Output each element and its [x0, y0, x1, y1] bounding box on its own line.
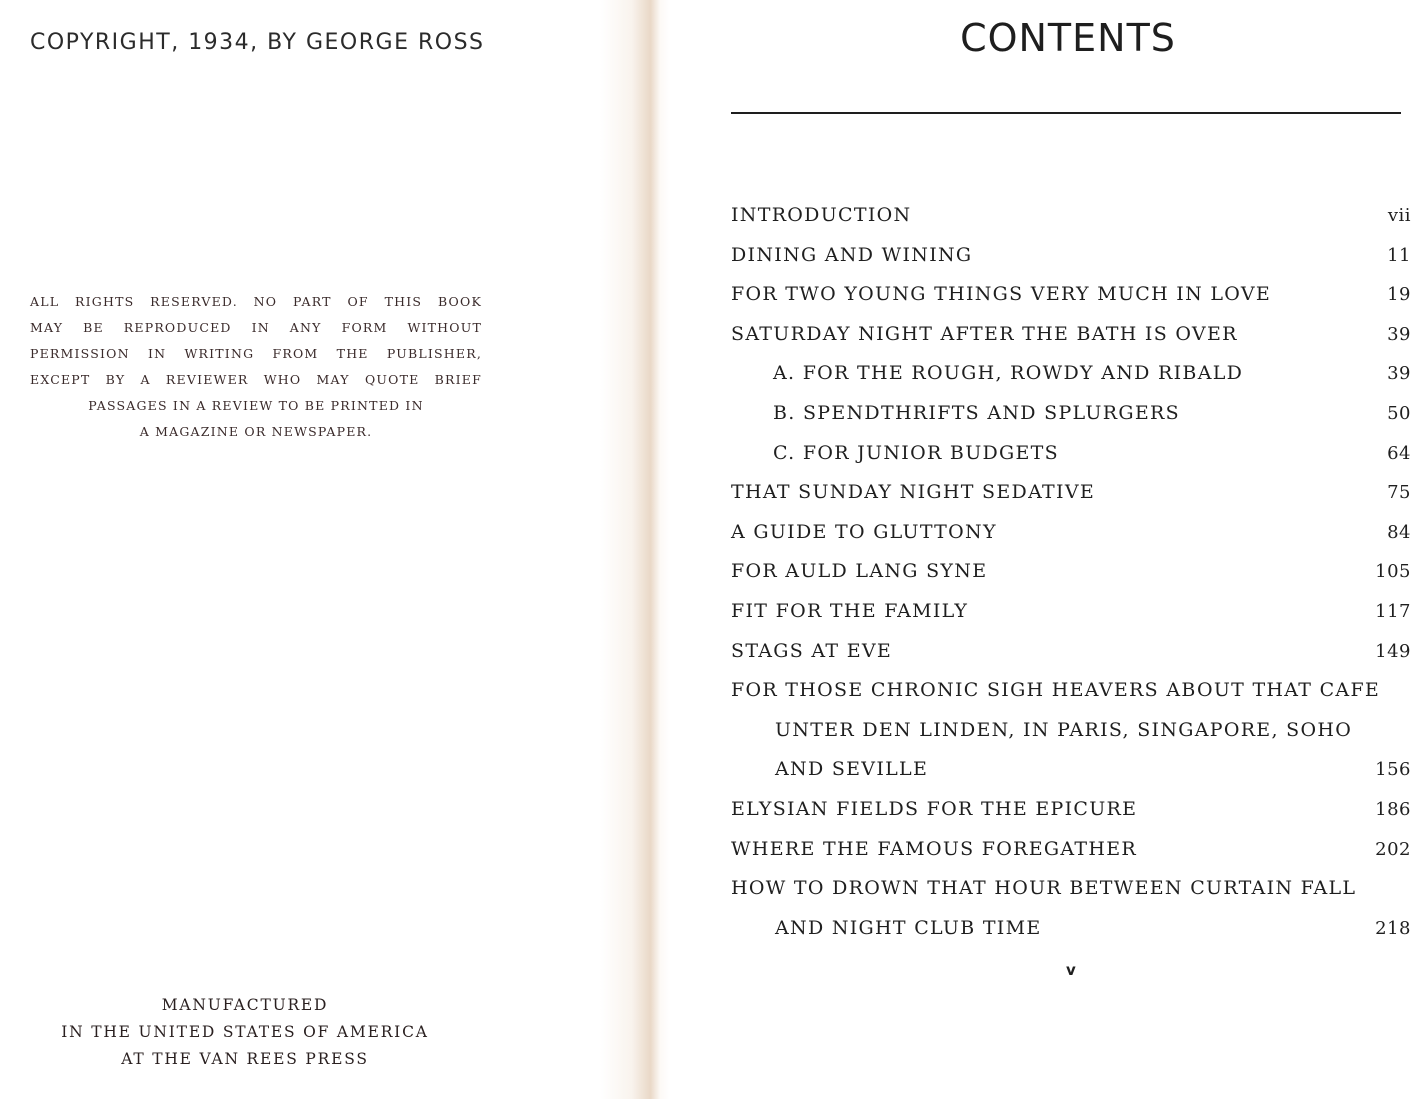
- toc-subentry: [731, 434, 1411, 474]
- imprint-line: MANUFACTURED: [161, 996, 329, 1014]
- rights-line: EXCEPT BY A REVIEWER WHO MAY QUOTE BRIEF: [30, 372, 482, 387]
- toc-entry-title: FOR AULD LANG SYNE: [731, 560, 988, 583]
- rights-line: ALL RIGHTS RESERVED. NO PART OF THIS BOOK: [30, 294, 482, 309]
- toc-entry: [731, 592, 1411, 632]
- toc-entry-title: UNTER DEN LINDEN, IN PARIS, SINGAPORE, SOHO: [775, 718, 1353, 741]
- toc-entry-continuation: [731, 711, 1411, 751]
- toc-entry-page: 186: [1375, 798, 1411, 820]
- toc-entry: [731, 196, 1411, 236]
- toc-entry-title: A. FOR THE ROUGH, ROWDY AND RIBALD: [773, 362, 1244, 385]
- table-of-contents: [731, 196, 1411, 948]
- toc-entry-page: 19: [1387, 284, 1411, 306]
- toc-entry-page: 75: [1387, 482, 1411, 504]
- rights-line: A MAGAZINE OR NEWSPAPER.: [139, 424, 373, 439]
- copyright-page: [0, 0, 660, 1099]
- toc-entry: [731, 869, 1411, 909]
- imprint-line: AT THE VAN REES PRESS: [121, 1050, 369, 1068]
- toc-entry-title: AND NIGHT CLUB TIME: [775, 916, 1042, 939]
- toc-entry: [731, 236, 1411, 276]
- toc-entry: [731, 671, 1411, 711]
- toc-entry-page: 149: [1375, 640, 1411, 662]
- toc-entry: [731, 552, 1411, 592]
- toc-entry-title: INTRODUCTION: [731, 204, 912, 226]
- toc-subentry: [731, 394, 1411, 434]
- toc-entry-title: FOR THOSE CHRONIC SIGH HEAVERS ABOUT THAT CAFE: [731, 679, 1381, 702]
- book-gutter: [600, 0, 670, 1099]
- toc-entry-continuation: [731, 909, 1411, 949]
- copyright-notice: COPYRIGHT, 1934, BY GEORGE ROSS: [30, 30, 485, 55]
- title-rule: [731, 112, 1401, 114]
- toc-entry-title: THAT SUNDAY NIGHT SEDATIVE: [731, 481, 1096, 504]
- toc-entry-page: 84: [1387, 521, 1411, 543]
- printer-imprint: [40, 992, 450, 1073]
- rights-line: PERMISSION IN WRITING FROM THE PUBLISHER,: [30, 346, 482, 361]
- toc-entry: [731, 315, 1411, 355]
- toc-entry-page: 105: [1375, 561, 1411, 583]
- toc-entry-page: 117: [1375, 600, 1411, 622]
- toc-entry-page: 50: [1387, 402, 1411, 424]
- toc-entry-title: C. FOR JUNIOR BUDGETS: [773, 441, 1059, 464]
- toc-entry-page: 202: [1375, 838, 1411, 860]
- toc-entry: [731, 513, 1411, 553]
- toc-entry-title: FOR TWO YOUNG THINGS VERY MUCH IN LOVE: [731, 283, 1272, 306]
- toc-entry: [731, 473, 1411, 513]
- toc-entry: [731, 830, 1411, 870]
- toc-entry: [731, 790, 1411, 830]
- toc-entry: [731, 275, 1411, 315]
- imprint-line: IN THE UNITED STATES OF AMERICA: [61, 1023, 429, 1041]
- toc-entry-title: SATURDAY NIGHT AFTER THE BATH IS OVER: [731, 322, 1238, 345]
- toc-subentry: [731, 354, 1411, 394]
- rights-line: MAY BE REPRODUCED IN ANY FORM WITHOUT: [30, 320, 482, 335]
- rights-reserved-notice: [30, 289, 482, 445]
- toc-entry-title: STAGS AT EVE: [731, 639, 893, 662]
- toc-entry-page: 64: [1387, 442, 1411, 464]
- toc-entry-title: DINING AND WINING: [731, 243, 973, 266]
- toc-entry-continuation: [731, 750, 1411, 790]
- toc-entry-page: 39: [1387, 363, 1411, 385]
- page-title: CONTENTS: [960, 16, 1176, 60]
- toc-entry-title: ELYSIAN FIELDS FOR THE EPICURE: [731, 797, 1138, 820]
- toc-entry-title: HOW TO DROWN THAT HOUR BETWEEN CURTAIN FALL: [731, 877, 1357, 900]
- toc-entry-title: AND SEVILLE: [775, 758, 929, 781]
- toc-entry-page: 218: [1375, 917, 1411, 939]
- rights-line: PASSAGES IN A REVIEW TO BE PRINTED IN: [88, 398, 424, 413]
- toc-entry-title: WHERE THE FAMOUS FOREGATHER: [731, 837, 1137, 860]
- toc-entry-title: FIT FOR THE FAMILY: [731, 599, 969, 622]
- toc-entry-title: B. SPENDTHRIFTS AND SPLURGERS: [773, 401, 1180, 424]
- toc-entry: [731, 632, 1411, 672]
- page-number: v: [1066, 961, 1076, 979]
- toc-entry-page: vii: [1387, 205, 1411, 226]
- toc-entry-page: 11: [1387, 244, 1411, 266]
- toc-entry-page: 39: [1387, 323, 1411, 345]
- toc-entry-page: 156: [1375, 759, 1411, 781]
- toc-entry-title: A GUIDE TO GLUTTONY: [731, 520, 997, 543]
- contents-page: [668, 0, 1424, 1099]
